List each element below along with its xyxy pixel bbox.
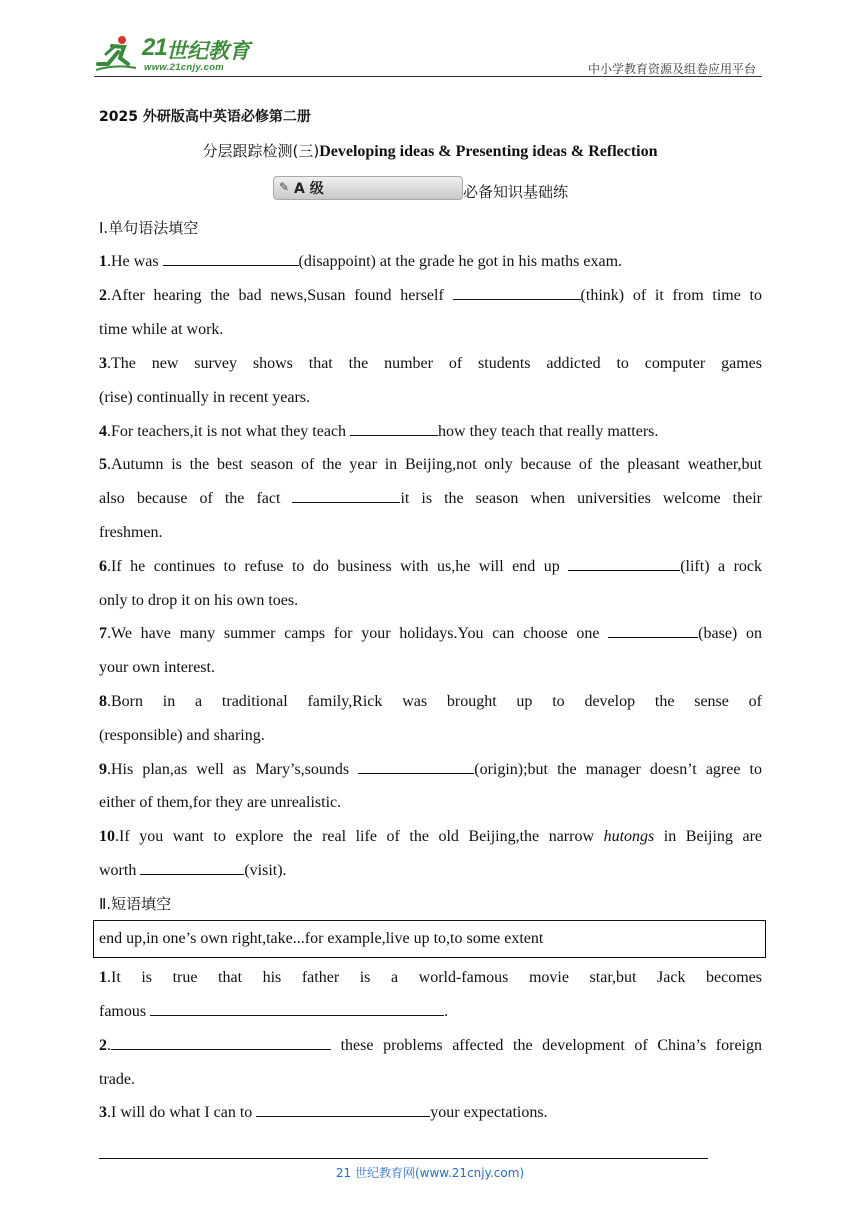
question-text: how they teach that really matters. — [438, 423, 659, 440]
logo-chinese: 世纪教育 — [166, 39, 250, 63]
question-text: worth — [99, 862, 141, 879]
answer-blank[interactable] — [453, 285, 581, 300]
question-text: .Born in a traditional family,Rick was brought up to develop the sense of — [107, 693, 762, 710]
section-2-title: Ⅱ.短语填空 — [99, 895, 172, 913]
question-text: .After hearing the bad news,Susan found herself — [107, 287, 453, 304]
header-divider — [94, 76, 762, 77]
question-text: famous — [99, 1003, 151, 1020]
page-footer[interactable] — [0, 1164, 860, 1181]
question-text: these problems affected the development of China’s foreign — [331, 1037, 762, 1054]
question-number: 2 — [99, 1037, 107, 1054]
question-3-line-2: (rise) continually in recent years. — [99, 389, 311, 406]
question-text: .It is true that his father is a world-famous movie star,but Jack becomes — [107, 969, 762, 986]
question-5-line-2 — [99, 482, 762, 516]
question-number: 1 — [99, 969, 107, 986]
phrase-question-1 — [99, 961, 762, 995]
question-2 — [99, 279, 762, 313]
phrase-question-1-line-2 — [99, 995, 762, 1029]
answer-blank[interactable] — [350, 421, 438, 436]
answer-blank[interactable] — [111, 1035, 331, 1050]
question-8-line-2: (responsible) and sharing. — [99, 727, 265, 744]
question-number: 5 — [99, 456, 107, 473]
question-text: (visit). — [244, 862, 287, 879]
answer-blank[interactable] — [256, 1102, 430, 1117]
level-description: 必备知识基础练 — [463, 183, 569, 201]
phrase-question-2-line-2: trade. — [99, 1071, 135, 1088]
question-10-line-2 — [99, 854, 762, 888]
question-text: (lift) a rock — [680, 558, 763, 575]
answer-blank[interactable] — [292, 488, 400, 503]
pencil-icon: ✎ — [279, 180, 290, 194]
question-9 — [99, 753, 762, 787]
question-1 — [99, 245, 762, 279]
question-number: 8 — [99, 693, 107, 710]
question-7 — [99, 617, 762, 651]
level-label: A 级 — [294, 181, 324, 197]
document-title: 2025 外研版高中英语必修第二册 — [99, 109, 311, 125]
question-text: your expectations. — [430, 1104, 548, 1121]
document-subtitle — [0, 140, 860, 161]
subtitle-chinese: 分层跟踪检测(三) — [202, 142, 320, 160]
question-number: 4 — [99, 423, 107, 440]
level-badge — [273, 176, 463, 200]
question-6-line-2: only to drop it on his own toes. — [99, 592, 299, 609]
phrase-question-3 — [99, 1096, 762, 1130]
platform-name: 中小学教育资源及组卷应用平台 — [587, 62, 756, 76]
question-text: .For teachers,it is not what they teach — [107, 423, 351, 440]
answer-blank[interactable] — [140, 860, 244, 875]
logo-url: www.21cnjy.com — [144, 62, 225, 73]
question-text: . — [444, 1003, 449, 1020]
question-italic-word: hutongs — [603, 828, 655, 845]
question-text: .I will do what I can to — [107, 1104, 257, 1121]
section-1-title: Ⅰ.单句语法填空 — [99, 219, 199, 237]
question-8 — [99, 685, 762, 719]
subtitle-english: Developing ideas & Presenting ideas & Reflection — [319, 143, 658, 160]
question-number: 2 — [99, 287, 107, 304]
answer-blank[interactable] — [568, 556, 680, 571]
answer-blank[interactable] — [163, 251, 299, 266]
logo-number: 21 — [142, 34, 167, 61]
phrase-bank: end up,in one’s own right,take...for example,live up to,to some extent — [93, 920, 766, 958]
question-text: (base) on — [698, 625, 763, 642]
footer-divider — [99, 1158, 708, 1159]
runner-logo-icon — [94, 34, 138, 74]
question-number: 10 — [99, 828, 115, 845]
question-7-line-2: your own interest. — [99, 659, 215, 676]
question-5-line-3: freshmen. — [99, 524, 163, 541]
question-4 — [99, 415, 762, 449]
question-6 — [99, 550, 762, 584]
question-number: 9 — [99, 761, 107, 778]
question-text: .We have many summer camps for your holidays.You can choose one — [107, 625, 609, 642]
question-number: 3 — [99, 1104, 107, 1121]
question-3 — [99, 347, 762, 381]
question-number: 3 — [99, 355, 107, 372]
question-text: .He was — [107, 253, 163, 270]
question-number: 1 — [99, 253, 107, 270]
question-text: .If you want to explore the real life of the old Beijing,the narrow — [115, 828, 604, 845]
question-9-line-2: either of them,for they are unrealistic. — [99, 794, 342, 811]
answer-blank[interactable] — [150, 1001, 444, 1016]
answer-blank[interactable] — [608, 623, 698, 638]
question-text: . — [107, 1037, 111, 1054]
footer-text[interactable]: 21 世纪教育网(www.21cnjy.com) — [335, 1166, 525, 1180]
question-text: also because of the fact — [99, 490, 293, 507]
question-number: 7 — [99, 625, 107, 642]
question-text: (origin);but the manager doesn’t agree to — [474, 761, 762, 778]
question-2-line-2: time while at work. — [99, 321, 224, 338]
question-text: (disappoint) at the grade he got in his maths exam. — [298, 253, 623, 270]
question-5 — [99, 448, 762, 482]
question-text: .Autumn is the best season of the year in Beijing,not only because of the pleasant weather,but — [107, 456, 762, 473]
question-text: in Beijing are — [654, 828, 762, 845]
answer-blank[interactable] — [358, 759, 474, 774]
question-text: .His plan,as well as Mary’s,sounds — [107, 761, 359, 778]
page-header — [94, 30, 762, 78]
question-text: (think) of it from time to — [580, 287, 763, 304]
question-text: .The new survey shows that the number of students addicted to computer games — [107, 355, 762, 372]
question-10 — [99, 820, 762, 854]
site-logo[interactable] — [94, 34, 264, 74]
question-number: 6 — [99, 558, 107, 575]
phrase-question-2 — [99, 1029, 762, 1063]
question-text: .If he continues to refuse to do business with us,he will end up — [107, 558, 569, 575]
question-text: it is the season when universities welcome their — [400, 490, 762, 507]
